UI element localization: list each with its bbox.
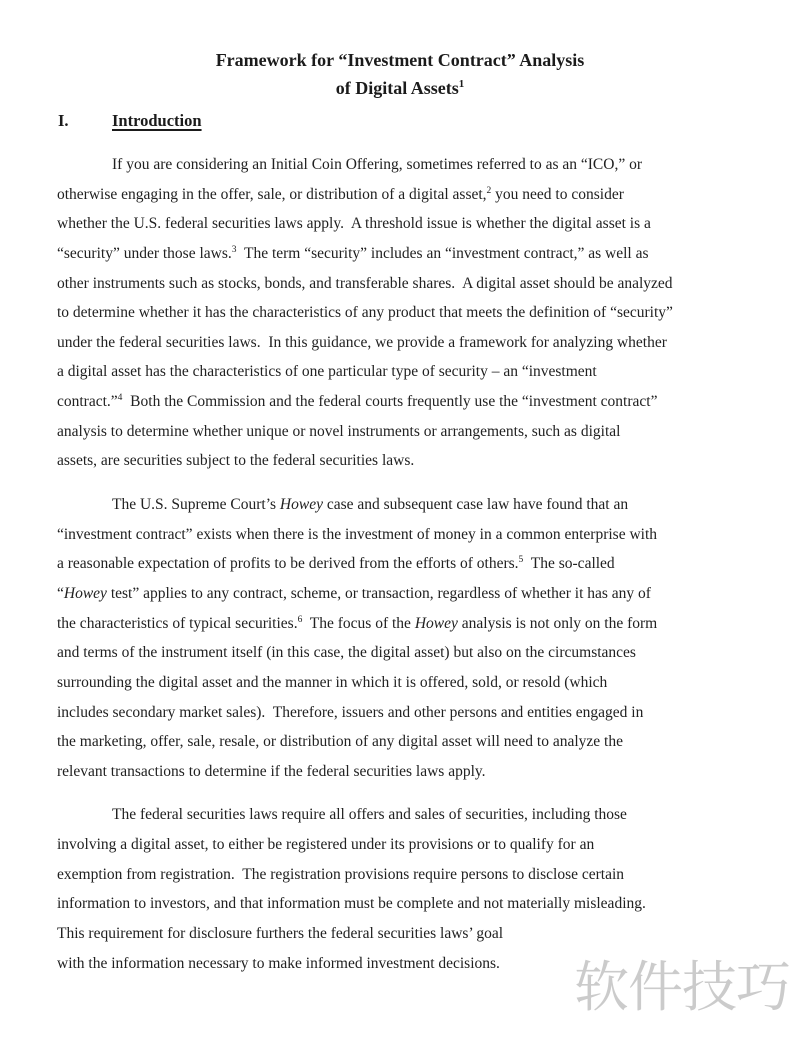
document-title bbox=[0, 46, 800, 102]
paragraph bbox=[57, 800, 747, 978]
italic-text: Howey bbox=[279, 496, 323, 514]
text-segment: you need to consider bbox=[491, 185, 624, 203]
text-segment: The focus of the bbox=[302, 614, 415, 632]
text-segment: “investment contract” exists when there is the investment of money in a common enterprise with bbox=[57, 525, 658, 543]
text-segment: the characteristics of typical securities. bbox=[57, 614, 298, 632]
text-segment: assets, are securities subject to the federal securities laws. bbox=[57, 452, 415, 470]
text-segment: information to investors, and that information must be complete and not materially misleading. bbox=[57, 895, 646, 913]
text-segment: “security” under those laws. bbox=[57, 244, 232, 262]
text-line bbox=[57, 150, 747, 180]
text-segment: contract.” bbox=[57, 393, 118, 411]
text-segment: whether the U.S. federal securities laws apply. A threshold issue is whether the digital asset is a bbox=[57, 215, 651, 233]
text-segment: exemption from registration. The registration provisions require persons to disclose certain bbox=[57, 865, 625, 883]
text-line bbox=[57, 298, 747, 328]
text-line bbox=[57, 698, 747, 728]
text-segment: to determine whether it has the characteristics of any product that meets the definition of “security” bbox=[57, 304, 673, 322]
text-segment: The federal securities laws require all offers and sales of securities, including those bbox=[112, 806, 627, 824]
text-line bbox=[57, 387, 747, 417]
title-line-2 bbox=[0, 74, 800, 102]
text-line bbox=[57, 830, 747, 860]
text-line bbox=[57, 668, 747, 698]
text-line bbox=[57, 919, 747, 949]
text-segment: surrounding the digital asset and the manner in which it is offered, sold, or resold (which bbox=[57, 673, 608, 691]
text-segment: test” applies to any contract, scheme, or transaction, regardless of whether it has any of bbox=[106, 584, 651, 602]
title-line-2-text: of Digital Assets bbox=[335, 78, 459, 98]
text-segment: The term “security” includes an “investment contract,” as well as bbox=[236, 244, 649, 262]
footnote-ref: 3 bbox=[231, 244, 237, 255]
text-segment: analysis is not only on the form bbox=[457, 614, 658, 632]
text-line bbox=[57, 757, 747, 787]
text-line bbox=[57, 520, 747, 550]
text-segment: This requirement for disclosure furthers the federal securities laws’ goal bbox=[57, 925, 504, 943]
text-line bbox=[57, 269, 747, 299]
text-segment: under the federal securities laws. In this guidance, we provide a framework for analyzing whether bbox=[57, 333, 667, 351]
text-segment: and terms of the instrument itself (in this case, the digital asset) but also on the circumstances bbox=[57, 644, 636, 662]
text-segment: “ bbox=[57, 584, 64, 602]
text-line bbox=[57, 417, 747, 447]
paragraph bbox=[57, 150, 747, 476]
text-line bbox=[57, 889, 747, 919]
text-line bbox=[57, 209, 747, 239]
text-line bbox=[57, 638, 747, 668]
section-heading bbox=[58, 111, 202, 131]
text-segment: with the information necessary to make informed investment decisions. bbox=[57, 954, 500, 972]
text-segment: relevant transactions to determine if the federal securities laws apply. bbox=[57, 762, 486, 780]
text-segment: otherwise engaging in the offer, sale, or distribution of a digital asset, bbox=[57, 185, 487, 203]
section-number: I. bbox=[58, 111, 69, 130]
text-segment: analysis to determine whether unique or novel instruments or arrangements, such as digital bbox=[57, 422, 621, 440]
text-segment: a reasonable expectation of profits to be derived from the efforts of others. bbox=[57, 555, 519, 573]
text-segment: involving a digital asset, to either be registered under its provisions or to qualify for an bbox=[57, 836, 595, 854]
text-line bbox=[57, 949, 747, 979]
text-line bbox=[57, 579, 747, 609]
watermark-text: 软件技巧 bbox=[574, 955, 791, 1019]
title-footnote-ref: 1 bbox=[458, 78, 465, 90]
text-line bbox=[57, 490, 747, 520]
italic-text: Howey bbox=[63, 584, 107, 602]
document-body bbox=[57, 150, 747, 978]
text-line bbox=[57, 446, 747, 476]
text-line bbox=[57, 239, 747, 269]
italic-text: Howey bbox=[414, 614, 458, 632]
text-line bbox=[57, 800, 747, 830]
footnote-ref: 6 bbox=[297, 614, 303, 625]
footnote-ref: 2 bbox=[486, 185, 492, 196]
text-segment: Both the Commission and the federal courts frequently use the “investment contract” bbox=[122, 393, 658, 411]
text-line bbox=[57, 549, 747, 579]
title-line-1: Framework for “Investment Contract” Analysis bbox=[215, 50, 585, 70]
text-segment: includes secondary market sales). Therefore, issuers and other persons and entities engaged in bbox=[57, 703, 644, 721]
paragraph bbox=[57, 490, 747, 786]
text-line bbox=[57, 609, 747, 639]
text-segment: the marketing, offer, sale, resale, or distribution of any digital asset will need to analyze the bbox=[57, 733, 623, 751]
text-segment: other instruments such as stocks, bonds, and transferable shares. A digital asset should be analyzed bbox=[57, 274, 673, 292]
section-title: Introduction bbox=[112, 111, 202, 130]
text-line bbox=[57, 180, 747, 210]
text-segment: a digital asset has the characteristics of one particular type of security – an “investment bbox=[57, 363, 597, 381]
text-line bbox=[57, 727, 747, 757]
text-segment: The U.S. Supreme Court’s bbox=[112, 496, 280, 514]
text-segment: The so-called bbox=[523, 555, 615, 573]
text-segment: If you are considering an Initial Coin Offering, sometimes referred to as an “ICO,” or bbox=[112, 156, 642, 173]
text-line bbox=[57, 328, 747, 358]
footnote-ref: 5 bbox=[518, 555, 524, 566]
text-segment: case and subsequent case law have found that an bbox=[322, 496, 629, 514]
text-line bbox=[57, 860, 747, 890]
text-line bbox=[57, 357, 747, 387]
footnote-ref: 4 bbox=[117, 392, 123, 403]
